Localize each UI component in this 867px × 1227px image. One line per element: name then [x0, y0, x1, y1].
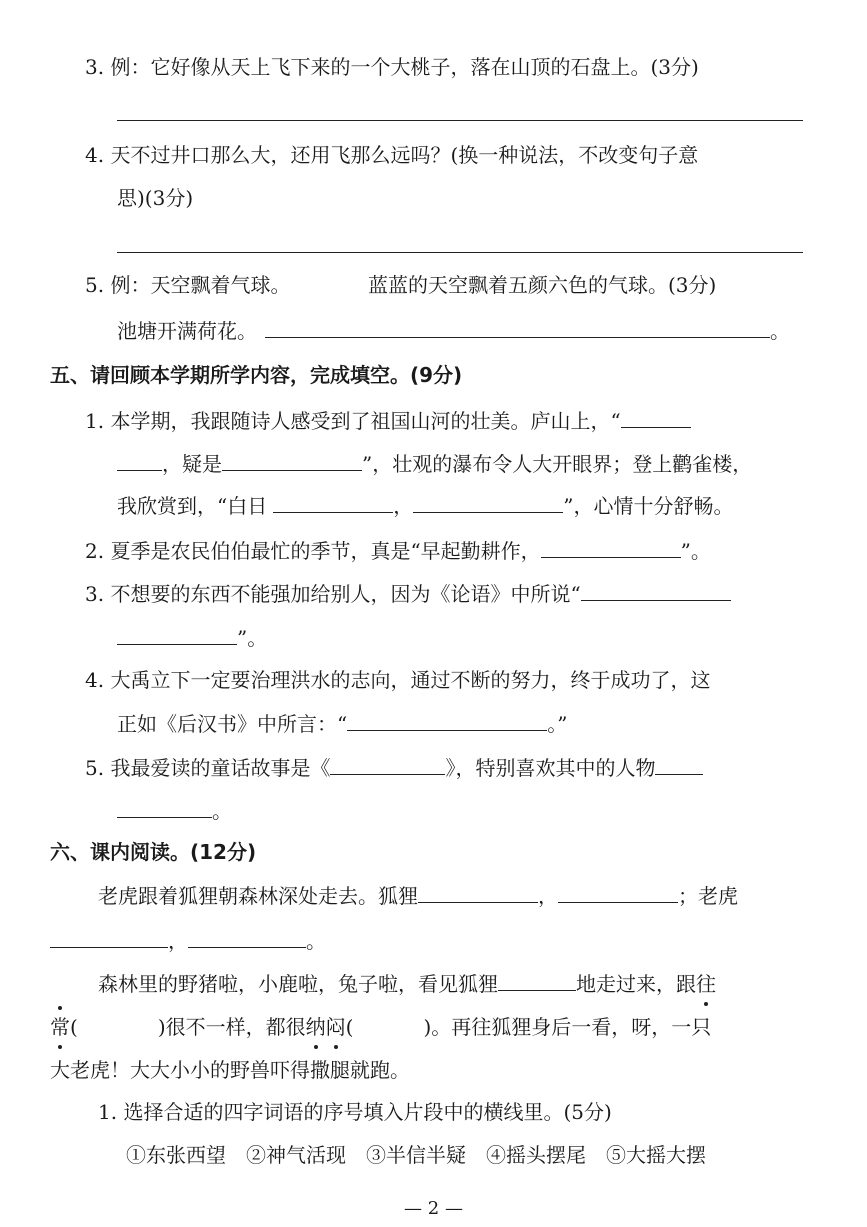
q5-item3-text: ”。 — [237, 626, 268, 650]
passage-text: ， — [538, 884, 558, 908]
answer-blank[interactable] — [418, 880, 538, 903]
passage-line3 — [98, 968, 716, 999]
q5-item3-line2 — [117, 622, 267, 653]
passage-line5: 大老虎！大大小小的野兽吓得撒腿就跑。 — [50, 1058, 410, 1082]
passage-text: ；老虎 — [678, 884, 738, 908]
q5-item1-text: 我欣赏到，“白日 — [117, 494, 268, 518]
paren-open: ( — [70, 1015, 78, 1039]
options-row — [126, 1140, 706, 1170]
q5-item1-line3 — [117, 490, 733, 521]
q4-item5-example: 5. 例：天空飘着气球。 — [85, 273, 291, 297]
q5-item5-text: 5. 我最爱读的童话故事是《 — [85, 756, 331, 780]
q4-item5-question — [117, 315, 790, 346]
answer-blank[interactable] — [413, 490, 563, 513]
q4-item4-line1: 4. 天不过井口那么大，还用飞那么远吗？(换一种说法，不改变句子意 — [85, 143, 699, 167]
answer-blank[interactable] — [330, 752, 445, 775]
q5-item1-text: ”，心情十分舒畅。 — [563, 494, 734, 518]
q5-item3-line1 — [85, 578, 731, 609]
q5-item4-line1: 4. 大禹立下一定要治理洪水的志向，通过不断的努力，终于成功了，这 — [85, 668, 711, 692]
answer-blank[interactable] — [347, 708, 547, 731]
dotted-char: 往 — [696, 969, 716, 999]
passage-text: 。 — [306, 929, 326, 953]
section-6-title: 六、课内阅读。(12分) — [50, 840, 257, 864]
section-5-title: 五、请回顾本学期所学内容，完成填空。(9分) — [50, 363, 463, 387]
answer-blank[interactable] — [558, 880, 678, 903]
q5-item1-line2 — [117, 448, 752, 479]
q5-item1-text: ， — [393, 494, 414, 518]
answer-blank[interactable] — [50, 925, 168, 948]
dotted-char: 纳 — [306, 1012, 326, 1042]
passage-line1 — [98, 880, 738, 911]
answer-blank[interactable] — [655, 752, 703, 775]
q5-item2-text: ”。 — [680, 539, 711, 563]
q5-item5-text: 》，特别喜欢其中的人物 — [445, 756, 656, 780]
q5-item4-line2 — [117, 708, 567, 739]
passage-text: ， — [168, 929, 188, 953]
answer-blank[interactable] — [581, 578, 731, 601]
q6-sub1: 1. 选择合适的四字词语的序号填入片段中的横线里。(5分) — [98, 1100, 612, 1124]
answer-line[interactable] — [117, 252, 803, 253]
passage-text: 森林里的野猪啦，小鹿啦，兔子啦，看见狐狸 — [98, 972, 498, 996]
q5-item1-line1 — [85, 405, 691, 436]
answer-blank[interactable] — [117, 622, 237, 645]
q5-item1-text: ，疑是 — [162, 452, 222, 476]
q5-item1-text: ”，壮观的瀑布令人大开眼界；登上鹳雀楼， — [362, 452, 753, 476]
answer-blank[interactable] — [117, 795, 212, 818]
dotted-char: 常 — [50, 1012, 70, 1042]
q4-item3: 3. 例：它好像从天上飞下来的一个大桃子，落在山顶的石盘上。(3分) — [85, 55, 699, 79]
q5-item1-text: 1. 本学期，我跟随诗人感受到了祖国山河的壮美。庐山上，“ — [85, 409, 621, 433]
passage-text: 地走过来，跟 — [576, 972, 696, 996]
q5-item4-text: 正如《后汉书》中所言：“ — [117, 712, 348, 736]
q5-item5-line2 — [117, 795, 232, 826]
answer-blank[interactable] — [621, 405, 691, 428]
period: 。 — [770, 319, 790, 343]
answer-line[interactable] — [117, 120, 803, 121]
passage-text: )。再往狐狸身后一看，呀，一只 — [423, 1015, 712, 1039]
option-3: ③半信半疑 — [366, 1143, 466, 1167]
answer-blank[interactable] — [498, 968, 576, 991]
option-4: ④摇头摆尾 — [486, 1143, 586, 1167]
q5-item5-text: 。 — [212, 799, 232, 823]
passage-text: 老虎跟着狐狸朝森林深处走去。狐狸 — [98, 884, 418, 908]
q4-item5-sentence: 池塘开满荷花。 — [117, 319, 257, 343]
page-number: — 2 — — [404, 1198, 463, 1219]
option-5: ⑤大摇大摆 — [606, 1143, 706, 1167]
passage-line2 — [50, 925, 326, 956]
q5-item2 — [85, 535, 711, 566]
answer-blank[interactable] — [273, 490, 393, 513]
answer-blank[interactable] — [541, 535, 681, 558]
q4-item5-example-answer: 蓝蓝的天空飘着五颜六色的气球。(3分) — [368, 273, 717, 297]
option-2: ②神气活现 — [246, 1143, 346, 1167]
answer-blank[interactable] — [188, 925, 306, 948]
q4-item4-line2: 思)(3分) — [117, 186, 194, 210]
q5-item3-text: 3. 不想要的东西不能强加给别人，因为《论语》中所说“ — [85, 582, 581, 606]
q5-item2-text: 2. 夏季是农民伯伯最忙的季节，真是“早起勤耕作， — [85, 539, 541, 563]
dotted-char: 闷 — [326, 1012, 346, 1042]
passage-line4 — [50, 1012, 711, 1042]
paren-open: ( — [345, 1015, 354, 1039]
passage-text: )很不一样，都很 — [157, 1015, 306, 1039]
option-1: ①东张西望 — [126, 1143, 226, 1167]
answer-blank[interactable] — [117, 448, 162, 471]
q5-item5-line1 — [85, 752, 703, 783]
answer-blank[interactable] — [265, 315, 770, 338]
q5-item4-text: 。” — [547, 712, 568, 736]
answer-blank[interactable] — [222, 448, 362, 471]
